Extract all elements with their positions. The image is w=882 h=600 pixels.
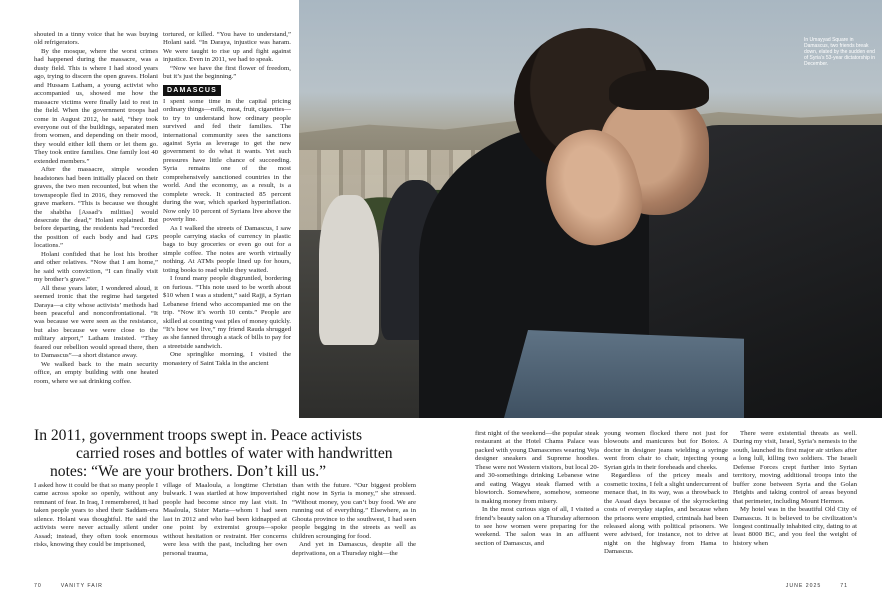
paragraph: As I walked the streets of Damascus, I saw people carrying stacks of currency in plastic bags to buy groceries or even go out for a simple coffee. The notes are worth virtually nothing. At ATMs people lined up for hours, toting books to read while they waited. — [163, 224, 291, 274]
paragraph: There were existential threats as well. During my visit, Israel, Syria’s nemesis to the south, launched its first major air strikes after a long lull, killing two soldiers. The Israeli Defense Forces crept further into Syrian territory, moving additional troops into the buffer zone between Syria and the Golan Heights and taking control of areas beyond that perimeter, including Mount Hermon. — [733, 430, 857, 505]
right-column-1 — [475, 430, 599, 578]
folio-right — [786, 583, 848, 589]
folio-left — [34, 583, 103, 589]
hero-photograph — [299, 0, 882, 418]
photo-man-hair — [609, 70, 709, 110]
photo-jeans — [504, 330, 744, 418]
paragraph: By the mosque, where the worst crimes had happened during the massacre, was a dusty field. This is where I had stood years ago, trying to discern the open graves. Holani and Hussam Latham, a young activist who accompanied us, showed me how the massacre victims were finally laid to rest in the field. When the government troops had come in August 2012, he said, “they took everyone out of the buildings, separated men from women, and depending on their mood, they would either kill them or let them go. They took entire families. One family lost 40 extended members.” — [34, 47, 158, 165]
pull-quote-line: In 2011, government troops swept in. Peace activists — [34, 427, 363, 444]
paragraph: One springlike morning, I visited the monastery of Saint Takla in the ancient — [163, 351, 291, 367]
right-column-2 — [604, 430, 728, 578]
paragraph: We walked back to the main security office, an empty building with one heated room, where we sat drinking coffee. — [34, 360, 158, 385]
paragraph: I found many people disgruntled, bordering on furious. “This note used to be worth about $10 when I was a student,” said Rajji, a Syrian Lebanese friend who accompanied me on the trip. “Now it’s worth 10 cents.” People are skilled at counting vast piles of money quickly. “It’s how we live,” my friend Rauda shrugged as she fanned through a stack of bills to pay for a streetside sandwich. — [163, 275, 291, 350]
magazine-name: VANITY FAIR — [60, 583, 103, 589]
photo-person-background — [319, 195, 379, 345]
photo-caption: In Umayyad Square in Damascus, two friends break down, elated by the sudden end of Syria’s 53-year dictatorship in December. — [804, 37, 876, 67]
paragraph: village of Maaloula, a longtime Christian bulwark. I was startled at how impoverished people had become since my last visit. In Maaloula, Sister Maria—whom I had seen last in 2012 and who had been kidnapped at one point by extremist groups—spoke without hesitation or restraint. Her concerns were less with the past, including her own personal trauma, — [163, 482, 287, 557]
paragraph: Holani confided that he lost his brother and other relatives. “Now that I am home,” he said with conviction, “I can finally visit my brother’s grave.” — [34, 250, 158, 284]
paragraph: In the most curious sign of all, I visited a friend’s beauty salon on a Thursday afternoon to see how women were preparing for the weekend. The salon was in an affluent section of Damascus, and — [475, 506, 599, 547]
left-bottom-column-3 — [292, 482, 416, 577]
left-bottom-column-1 — [34, 482, 158, 577]
pull-quote-line: carried roses and bottles of water with handwritten — [76, 445, 393, 462]
paragraph: tortured, or killed. “You have to understand,” Holani said. “In Daraya, injustice was haram. We were taught to rise up and fight against injustice. Even in 2011, we had to speak. — [163, 31, 291, 64]
pull-quote-line: notes: “We are your brothers. Don’t kill us.” — [50, 463, 327, 480]
page-number: 70 — [34, 583, 42, 589]
right-column-3 — [733, 430, 857, 578]
page-number: 71 — [840, 583, 848, 589]
left-column-2 — [163, 31, 291, 421]
paragraph: Regardless of the pricey meals and cosmetic toxins, I felt a slight undercurrent of menace that, in its way, was a throwback to the Assad days because of the skyrocketing costs of everyday staples, and because when the prisons were emptied, criminals had been released along with political prisoners. We were advised, for instance, not to drive at night on the highway from Hama to Damascus. — [604, 472, 728, 556]
paragraph: My hotel was in the beautiful Old City of Damascus. It is believed to be civilization’s longest continually inhabited city, dating to at least 8000 BC, and you feel the weight of history when — [733, 506, 857, 547]
paragraph: shouted in a tinny voice that he was buying old refrigerators. — [34, 31, 158, 47]
issue-date: JUNE 2025 — [785, 583, 822, 589]
paragraph: I asked how it could be that so many people I came across spoke so openly, without any remnant of fear. In Iraq, I remembered, it had taken people years to shed their Saddam-era silence. Holani was thoughtful. He said the activists were never actually silent under Assad; instead, they often took enormous risks, knowing they could be imprisoned, — [34, 482, 158, 549]
left-bottom-column-2 — [163, 482, 287, 577]
paragraph: All these years later, I wondered aloud, it seemed ironic that the regime had targeted Daraya—a city whose activists’ methods had been peaceful and nonconfrontational. “It was because we were seen as the resistance, but also because we were close to the military airport,” Latham insisted. “They feared our rebellion would spread there, then to Damascus”—a short distance away. — [34, 284, 158, 360]
pull-quote — [34, 427, 466, 481]
left-column-1 — [34, 31, 158, 421]
paragraph: “Now we have the first flower of freedom, but it’s just the beginning.” — [163, 64, 291, 81]
paragraph: young women flocked there not just for blowouts and manicures but for Botox. A doctor in designer jeans wielding a syringe went from chair to chair, injecting young Syrian girls in their foreheads and cheeks. — [604, 430, 728, 471]
paragraph: After the massacre, simple wooden headstones had been initially placed on their graves, the two men recounted, but when the townspeople fled in 2016, they removed the grave markers. “This is because we thought the shabiha [Assad’s militias] would desecrate the dead,” Holani explained. But before departing, the residents had “recorded the position of each body and had GPS locations.” — [34, 166, 158, 250]
paragraph: than with the future. “Our biggest problem right now in Syria is money,” she stressed. “Without money, you can’t buy food. We are running out of everything.” Elsewhere, as in Ghouta province to the southwest, I had seen people begging in the streets as well as children scrounging for food. — [292, 482, 416, 540]
kicker-label: DAMASCUS — [163, 85, 221, 96]
paragraph: first night of the weekend—the popular steak restaurant at the Hotel Chams Palace was packed with young Damascenes wearing Veja designer sneakers and Supreme hoodies. These were not Western visitors, but local 20- and 30-somethings drinking Lebanese wine and eating Wagyu steak flamed with a blowtorch. Somewhere, somehow, someone is making money from misery. — [475, 430, 599, 505]
paragraph: And yet in Damascus, despite all the deprivations, on a Thursday night—the — [292, 541, 416, 557]
paragraph: I spent some time in the capital pricing ordinary things—milk, meat, fruit, cigarettes—to try to understand how ordinary people survived and fed their families. The international community sees the sanctions against Syria as leverage to get the new government to do what it wants. Yet such pressures have little chance of succeeding. Syria remains one of the most comprehensively sanctioned countries in the world. And the economy, as a result, is a complete wreck. It contracted 85 percent during the war, which sparked hyperinflation. Now only 10 percent of Syrians live above the poverty line. — [163, 97, 291, 224]
section-kicker — [163, 82, 291, 98]
